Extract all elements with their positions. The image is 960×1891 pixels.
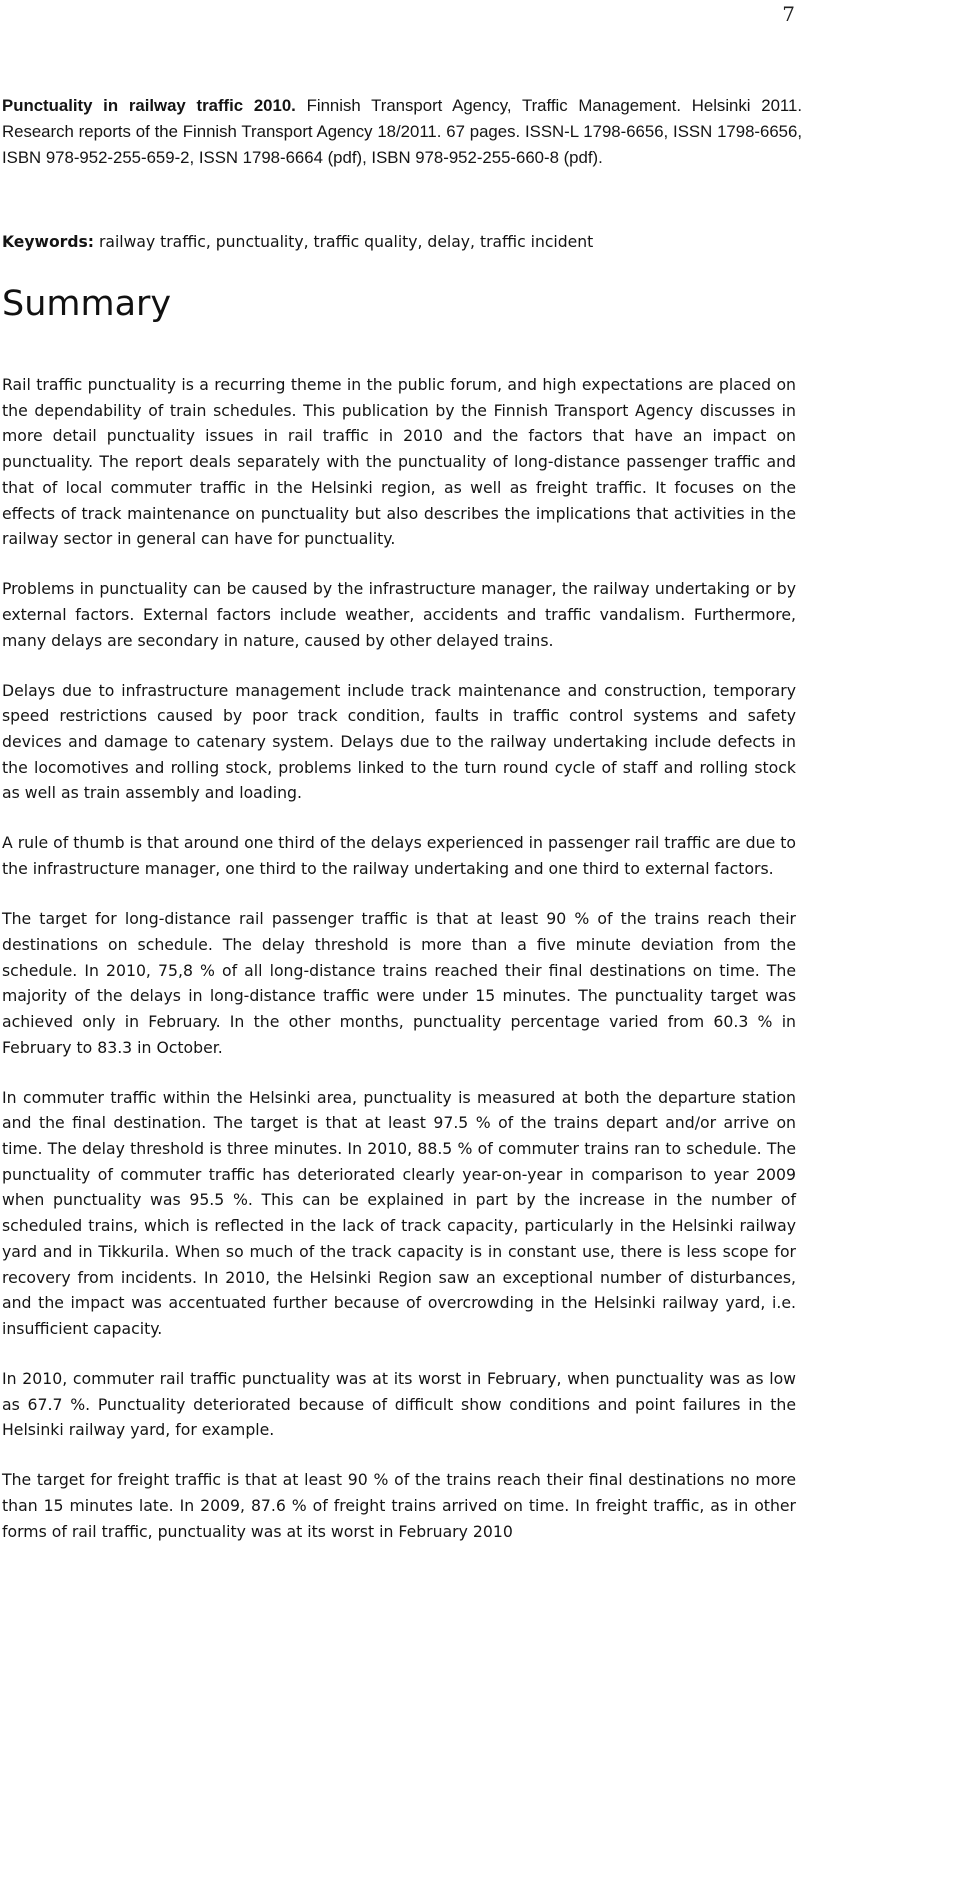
citation-title: Punctuality in railway traffic 2010. (2, 96, 296, 115)
paragraph: The target for long-distance rail passenger traffic is that at least 90 % of the trains reach their destinations on schedule. The delay threshold is more than a five minute deviation from the schedule. In 2010, 75,8 % of all long-distance trains reached their final destinations on time. The majority of the delays in long-distance traffic were under 15 minutes. The punctuality target was achieved only in February. In the other months, punctuality percentage varied from 60.3 % in February to 83.3 in October. (2, 909, 796, 1057)
section-heading: Summary (2, 284, 172, 324)
paragraph: Rail traffic punctuality is a recurring theme in the public forum, and high expectations are placed on the dependability of train schedules. This publication by the Finnish Transport Agency discusses in more detail punctuality issues in rail traffic in 2010 and the factors that have an impact on punctuality. The report deals separately with the punctuality of long-distance passenger traffic and that of local commuter traffic in the Helsinki region, as well as freight traffic. It focuses on the effects of track maintenance on punctuality but also describes the implications that activities in the railway sector in general can have for punctuality. (2, 375, 796, 549)
keywords-label: Keywords: (2, 233, 95, 251)
summary-body (2, 372, 796, 1569)
keywords (2, 229, 802, 255)
paragraph: In commuter traffic within the Helsinki area, punctuality is measured at both the departure station and the final destination. The target is that at least 97.5 % of the trains depart and/or arrive on time. The delay threshold is three minutes. In 2010, 88.5 % of commuter trains ran to schedule. The punctuality of commuter traffic has deteriorated clearly year-on-year in comparison to year 2009 when punctuality was 95.5 %. This can be explained in part by the increase in the number of scheduled trains, which is reflected in the lack of track capacity, particularly in the Helsinki railway yard and in Tikkurila. When so much of the track capacity is in constant use, there is less scope for recovery from incidents. In 2010, the Helsinki Region saw an exceptional number of disturbances, and the impact was accentuated further because of overcrowding in the Helsinki railway yard, i.e. insufficient capacity. (2, 1087, 796, 1338)
paragraph: A rule of thumb is that around one third of the delays experienced in passenger rail traffic are due to the infrastructure manager, one third to the railway undertaking and one third to external factors. (2, 833, 796, 879)
paragraph: In 2010, commuter rail traffic punctuality was at its worst in February, when punctuality was as low as 67.7 %. Punctuality deteriorated because of difficult show conditions and point failures in the Helsinki railway yard, for example. (2, 1368, 796, 1440)
citation-text: Finnish Transport Agency, Traffic Management. Helsinki 2011. Research reports of the Finnish Transport Agency 18/2011. 67 pages. ISSN-L 1798-6656, ISSN 1798-6656, ISBN 978-952-255-659-2, ISSN 1798-6664 (pdf), ISBN 978-952-255-660-8 (pdf). (2, 96, 802, 167)
paragraph: Delays due to infrastructure management include track maintenance and construction, temporary speed restrictions caused by poor track condition, faults in traffic control systems and safety devices and damage to catenary system. Delays due to the railway undertaking include defects in the locomotives and rolling stock, problems linked to the turn round cycle of staff and rolling stock as well as train assembly and loading. (2, 680, 796, 803)
paragraph: Problems in punctuality can be caused by the infrastructure manager, the railway undertaking or by external factors. External factors include weather, accidents and traffic vandalism. Furthermore, many delays are secondary in nature, caused by other delayed trains. (2, 579, 796, 650)
page-number: 7 (782, 2, 795, 26)
keywords-text: railway traffic, punctuality, traffic quality, delay, traffic incident (94, 233, 594, 251)
paragraph: The target for freight traffic is that at least 90 % of the trains reach their final destinations no more than 15 minutes late. In 2009, 87.6 % of freight trains arrived on time. In freight traffic, as in other forms of rail traffic, punctuality was at its worst in February 2010 (2, 1470, 796, 1541)
citation (2, 93, 802, 171)
